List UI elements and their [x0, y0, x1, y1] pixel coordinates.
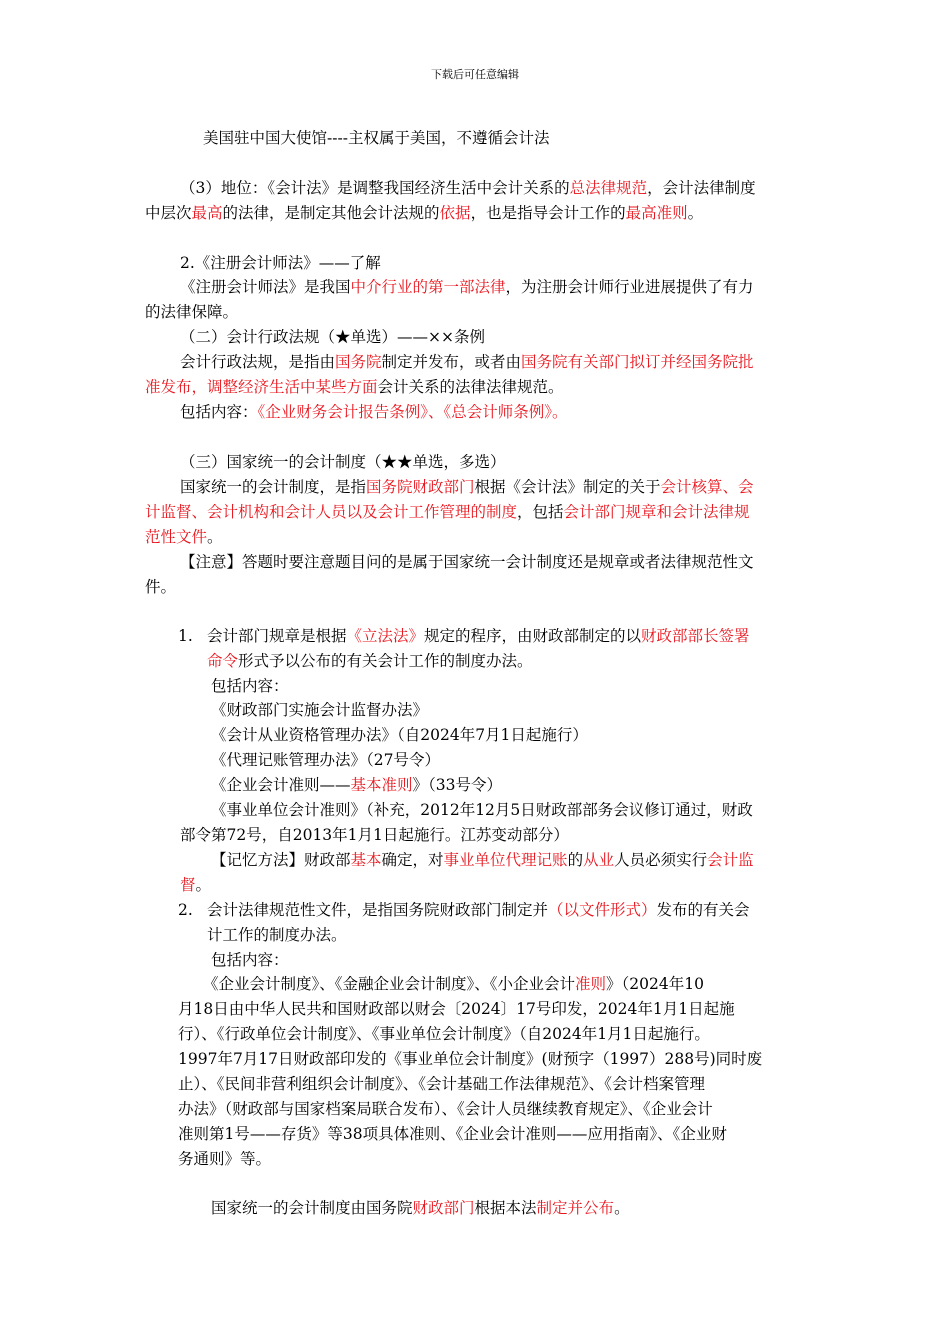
body-text: 。 — [195, 876, 212, 894]
body-text: 根据《会计法》制定的关于 — [474, 478, 661, 496]
body-text: ，为注册会计师行业进展提供了有力 — [505, 278, 754, 296]
body-text: 人员必须实行 — [614, 851, 708, 869]
text-line — [178, 1024, 710, 1044]
text-line — [180, 452, 506, 472]
body-text: 。 — [207, 528, 223, 546]
body-text: 确定，对 — [381, 851, 444, 869]
highlight-text: 国务院有关部门拟订并经国务院批 — [521, 353, 754, 371]
text-line — [178, 1074, 705, 1094]
highlight-text: 命令 — [207, 652, 239, 670]
body-text: 发布的有关会 — [656, 901, 750, 919]
text-line — [145, 377, 564, 397]
highlight-text: 基本 — [350, 851, 382, 869]
highlight-text: 会计部门规章和会计法律规 — [563, 503, 750, 521]
highlight-text: 财政部部长签署 — [641, 627, 750, 645]
body-text: 中层次 — [145, 204, 192, 222]
highlight-text: 最高 — [191, 204, 223, 222]
text-line — [178, 1099, 713, 1119]
highlight-text: （以文件形式） — [548, 901, 657, 919]
body-text: ，会计法律制度 — [647, 179, 756, 197]
text-line — [178, 1149, 271, 1169]
body-text: 包括内容： — [211, 677, 289, 695]
body-text: 月18日由中华人民共和国财政部以财会〔2024〕17号印发，2024年1月1日起施 — [178, 1000, 735, 1018]
body-text: 止）、《民间非营利组织会计制度》、《会计基础工作法律规范》、《会计档案管理 — [178, 1075, 706, 1093]
highlight-text: 会计监 — [707, 851, 754, 869]
body-text: 《事业单位会计准则》（补充，2012年12月5日财政部部务会议修订通过，财政 — [211, 801, 753, 819]
highlight-text: 制定并公布 — [536, 1199, 615, 1217]
body-text: 国家统一的会计制度，是指 — [180, 478, 367, 496]
highlight-text: 《立法法》 — [346, 627, 425, 645]
body-text: 根据本法 — [474, 1199, 537, 1217]
text-line — [211, 775, 502, 795]
highlight-text: 国务院财政部门 — [366, 478, 475, 496]
body-text: 1997年7月17日财政部印发的《事业单位会计制度》(财预字（1997）288号)同时废 — [178, 1050, 763, 1068]
highlight-text: 范性文件 — [145, 528, 208, 546]
body-text: 件。 — [145, 578, 177, 596]
body-text: 。 — [687, 204, 704, 222]
body-text: 包括内容： — [211, 951, 289, 969]
body-text: 》（2024年10 — [606, 975, 704, 993]
text-line — [180, 178, 756, 198]
text-line — [180, 477, 754, 497]
body-text: 。 — [614, 1199, 630, 1217]
body-text: 《会计从业资格管理办法》（自2024年7月1日起施行） — [211, 726, 588, 744]
body-text: 的法律，是制定其他会计法规的 — [222, 204, 440, 222]
text-line — [145, 527, 223, 547]
body-text: 国家统一的会计制度由国务院 — [211, 1199, 413, 1217]
highlight-text: 《企业财务会计报告条例》、《总会计师条例》。 — [257, 403, 568, 421]
text-line — [180, 253, 381, 273]
text-line — [178, 1124, 727, 1144]
body-text: 的法律保障。 — [145, 303, 239, 321]
highlight-text: 财政部门 — [412, 1199, 475, 1217]
body-text: 计工作的制度办法。 — [207, 926, 347, 944]
text-line — [207, 925, 347, 945]
highlight-text: 会计核算、会 — [660, 478, 754, 496]
body-text: 会计关系的法律法律规范。 — [377, 378, 564, 396]
text-line — [207, 651, 533, 671]
text-line — [180, 825, 569, 845]
text-line — [145, 302, 238, 322]
text-line — [211, 750, 440, 770]
body-text: 会计法律规范性文件，是指国务院财政部门制定并 — [207, 901, 549, 919]
body-text: 行）、《行政单位会计制度》、《事业单位会计制度》（自2024年1月1日起施行。 — [178, 1025, 710, 1043]
body-text: 【记忆方法】财政部 — [211, 851, 351, 869]
highlight-text: 从业 — [583, 851, 615, 869]
body-text: 《代理记账管理办法》（27号令） — [211, 751, 440, 769]
text-line — [211, 950, 289, 970]
text-line — [145, 203, 703, 223]
text-line — [207, 626, 750, 646]
text-line — [211, 700, 428, 720]
body-text: ，包括 — [517, 503, 564, 521]
body-text: 《财政部门实施会计监督办法》 — [211, 701, 429, 719]
text-line — [180, 277, 754, 297]
body-text: 的 — [567, 851, 584, 869]
body-text: 规定的程序，由财政部制定的以 — [424, 627, 642, 645]
text-line — [180, 552, 754, 572]
text-line — [180, 327, 485, 347]
highlight-text: 总法律规范 — [569, 179, 648, 197]
body-text: （3）地位：《会计法》是调整我国经济生活中会计关系的 — [180, 179, 570, 197]
highlight-text: 事业单位代理记账 — [443, 851, 568, 869]
highlight-text: 最高准则 — [625, 204, 688, 222]
text-line — [211, 1198, 630, 1218]
highlight-text: 计监督、会计机构和会计人员以及会计工作管理的制度 — [145, 503, 518, 521]
text-line — [178, 999, 735, 1019]
body-text: 美国驻中国大使馆----主权属于美国，不遵循会计法 — [203, 129, 550, 147]
text-line — [211, 850, 754, 870]
body-text: 办法》（财政部与国家档案局联合发布）、《会计人员继续教育规定》、《企业会计 — [178, 1100, 713, 1118]
body-text: 2.《注册会计师法》——了解 — [180, 254, 381, 272]
text-line — [211, 725, 588, 745]
highlight-text: 国务院 — [335, 353, 382, 371]
body-text: 会计行政法规，是指由 — [180, 353, 336, 371]
body-text: 《企业会计准则—— — [211, 776, 351, 794]
list-number: 2. — [178, 901, 193, 919]
body-text: 《注册会计师法》是我国 — [180, 278, 351, 296]
body-text: （二）会计行政法规（★单选）——××条例 — [180, 328, 485, 346]
body-text: 【注意】答题时要注意题目问的是属于国家统一会计制度还是规章或者法律规范性文 — [180, 553, 754, 571]
body-text: 包括内容： — [180, 403, 258, 421]
body-text: 《企业会计制度》、《金融企业会计制度》、《小企业会计 — [203, 975, 576, 993]
text-line — [211, 676, 289, 696]
page-header: 下载后可任意编辑 — [431, 68, 519, 81]
list-number: 1. — [178, 627, 193, 645]
text-line — [211, 800, 753, 820]
body-text: 形式予以公布的有关会计工作的制度办法。 — [238, 652, 533, 670]
text-line — [178, 1049, 762, 1069]
highlight-text: 基本准则 — [350, 776, 413, 794]
body-text: 部令第72号，自2013年1月1日起施行。江苏变动部分） — [180, 826, 569, 844]
highlight-text: 准发布，调整经济生活中某些方面 — [145, 378, 378, 396]
text-line — [145, 577, 176, 597]
text-line — [207, 900, 750, 920]
text-line — [203, 128, 549, 148]
highlight-text: 依据 — [439, 204, 471, 222]
text-line — [180, 402, 568, 422]
body-text: 会计部门规章是根据 — [207, 627, 347, 645]
highlight-text: 中介行业的第一部法律 — [350, 278, 506, 296]
body-text: （三）国家统一的会计制度（★★单选，多选） — [180, 453, 506, 471]
text-line — [203, 974, 704, 994]
text-line — [180, 352, 754, 372]
highlight-text: 准则 — [575, 975, 607, 993]
highlight-text: 督 — [180, 876, 196, 894]
body-text: ，也是指导会计工作的 — [470, 204, 626, 222]
text-line — [180, 875, 211, 895]
body-text: 》（33号令） — [412, 776, 503, 794]
text-line — [145, 502, 750, 522]
body-text: 务通则》等。 — [178, 1150, 272, 1168]
body-text: 制定并发布，或者由 — [381, 353, 522, 371]
body-text: 准则第1号——存货》等38项具体准则、《企业会计准则——应用指南》、《企业财 — [178, 1125, 727, 1143]
